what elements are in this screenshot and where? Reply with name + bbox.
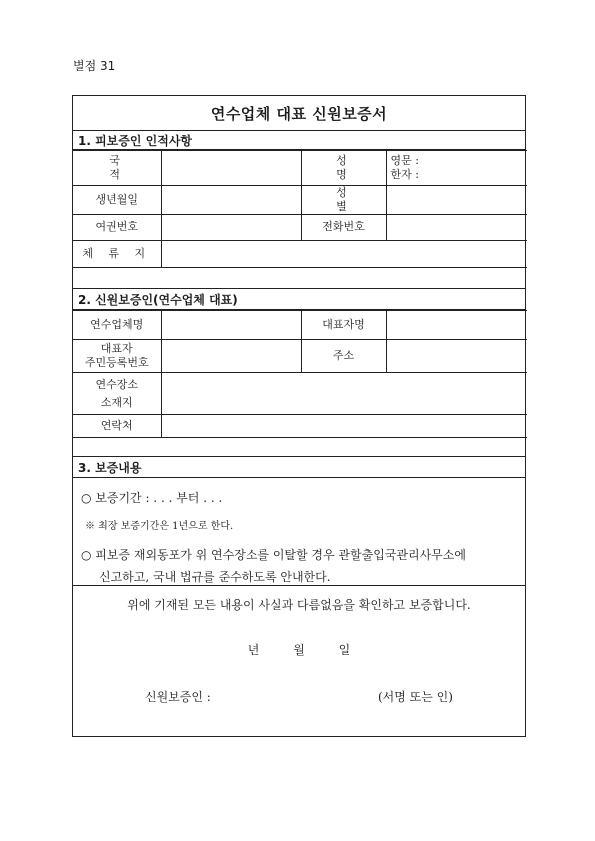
spacer-row bbox=[73, 437, 525, 457]
date-line[interactable]: 년 월 일 bbox=[247, 643, 351, 657]
personal-info-table bbox=[73, 150, 527, 268]
resident-number-label-line2: 주민등록번호 bbox=[84, 356, 149, 369]
name-english-label: 영문 : bbox=[390, 154, 419, 168]
phone-label: 전화번호 bbox=[301, 214, 386, 240]
nationality-field[interactable] bbox=[161, 151, 301, 186]
passport-field[interactable] bbox=[161, 214, 301, 240]
contact-field[interactable] bbox=[161, 415, 527, 438]
form-title: 연수업체 대표 신원보증서 bbox=[73, 96, 525, 131]
spacer-row bbox=[73, 270, 525, 289]
notice-line-2: 신고하고, 국내 법규를 준수하도록 안내한다. bbox=[99, 570, 331, 584]
nationality-label: 국 적 bbox=[73, 151, 161, 186]
address-field[interactable] bbox=[386, 340, 527, 373]
address-label: 주소 bbox=[301, 340, 386, 373]
section2-heading: 2. 신원보증인(연수업체 대표) bbox=[73, 289, 525, 310]
max-period-note: ※ 최장 보증기간은 1년으로 한다. bbox=[85, 521, 234, 532]
guarantor-info-table bbox=[73, 310, 527, 438]
resident-number-label bbox=[73, 340, 161, 373]
section3-heading: 3. 보증내용 bbox=[73, 457, 525, 478]
guarantee-period-line: ○ 보증기간 : . . . 부터 . . . bbox=[81, 491, 223, 505]
gender-label: 성 별 bbox=[301, 186, 386, 215]
guarantee-form bbox=[72, 95, 526, 737]
name-field[interactable] bbox=[386, 151, 527, 186]
gender-field[interactable] bbox=[386, 186, 527, 215]
signature-placeholder[interactable]: (서명 또는 인) bbox=[378, 690, 453, 704]
passport-label: 여권번호 bbox=[73, 214, 161, 240]
confirmation-statement: 위에 기재된 모든 내용이 사실과 다름없음을 확인하고 보증합니다. bbox=[127, 598, 471, 612]
location-label-line1: 연수장소 bbox=[95, 377, 138, 391]
company-field[interactable] bbox=[161, 311, 301, 340]
notice-line-1: ○ 피보증 재외동포가 위 연수장소를 이탈할 경우 관할출입국관리사무소에 bbox=[81, 548, 466, 562]
birth-label: 생년월일 bbox=[73, 186, 161, 215]
name-label: 성 명 bbox=[301, 151, 386, 186]
company-label: 연수업체명 bbox=[73, 311, 161, 340]
phone-field[interactable] bbox=[386, 214, 527, 240]
ceo-field[interactable] bbox=[386, 311, 527, 340]
contact-label: 연락처 bbox=[73, 415, 161, 438]
residence-field[interactable] bbox=[161, 240, 527, 267]
location-field[interactable] bbox=[161, 373, 527, 415]
residence-label: 체 류 지 bbox=[73, 240, 161, 267]
resident-number-label-line1: 대표자 bbox=[100, 342, 133, 356]
ceo-label: 대표자명 bbox=[301, 311, 386, 340]
name-korean-label: 한자 : bbox=[390, 168, 419, 181]
section1-heading: 1. 피보증인 인적사항 bbox=[73, 131, 525, 150]
birth-field[interactable] bbox=[161, 186, 301, 215]
location-label-line2: 소재지 bbox=[100, 395, 133, 409]
appendix-label: 별점 31 bbox=[73, 59, 116, 73]
divider bbox=[73, 585, 525, 586]
resident-number-field[interactable] bbox=[161, 340, 301, 373]
location-label bbox=[73, 373, 161, 415]
guarantor-label: 신원보증인 : bbox=[145, 690, 211, 704]
